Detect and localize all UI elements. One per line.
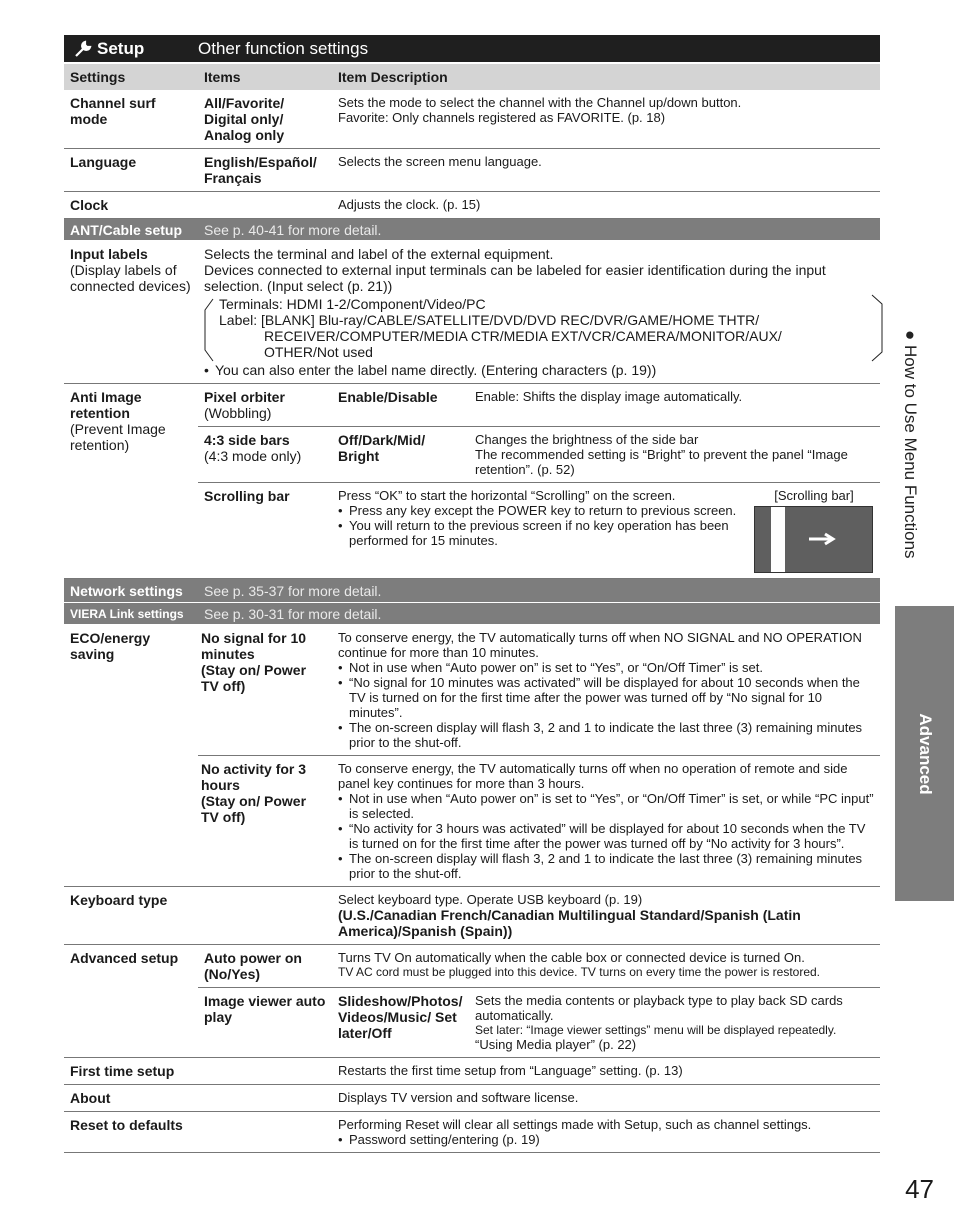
item-option: (Stay on/ Power TV off) bbox=[201, 793, 307, 825]
row-clock bbox=[64, 192, 880, 219]
item-desc: Press “OK” to start the horizontal “Scrolling” on the screen. bbox=[338, 488, 676, 503]
setting-name bbox=[64, 241, 198, 383]
sub-items bbox=[198, 945, 880, 1057]
desc-line: Selects the terminal and label of the external equipment. bbox=[204, 246, 554, 262]
bullet-item: • “No signal for 10 minutes was activated” will be displayed for about 10 seconds when the TV is turned on for the first time after the power was turned off by “No signal for 10 minutes”. bbox=[338, 675, 874, 720]
bullet-item: • Not in use when “Auto power on” is set to “Yes”, or “On/Off Timer” is set. bbox=[338, 660, 874, 675]
row-channel-surf bbox=[64, 90, 880, 149]
item-name: No activity for 3 hours bbox=[201, 761, 307, 793]
setting-desc: Adjusts the clock. (p. 15) bbox=[338, 197, 481, 212]
item-name: Image viewer auto play bbox=[204, 993, 326, 1025]
setting-name: Reset to defaults bbox=[70, 1117, 183, 1133]
setting-name: First time setup bbox=[70, 1063, 175, 1079]
setting-name: Channel surf mode bbox=[70, 95, 156, 127]
bullet-item: • The on-screen display will flash 3, 2 and 1 to indicate the last three (3) remaining minutes prior to the shut-off. bbox=[338, 720, 874, 750]
sub-row-viewer bbox=[198, 988, 880, 1057]
setting-desc: See p. 35-37 for more detail. bbox=[204, 582, 382, 599]
label-text: RECEIVER/COMPUTER/MEDIA CTR/MEDIA EXT/VCR/CAMERA/MONITOR/AUX/ bbox=[264, 328, 782, 344]
setting-name: Language bbox=[70, 154, 137, 170]
col-settings: Settings bbox=[70, 69, 126, 85]
row-language bbox=[64, 149, 880, 192]
left-bracket bbox=[204, 298, 214, 362]
desc-line: Devices connected to external input terminals can be labeled for easier identification during the input selection. (Input select (p. 21)) bbox=[204, 262, 826, 294]
item-desc: Sets the media contents or playback type to play back SD cards automatically. bbox=[475, 993, 843, 1023]
bullet-item: • “No activity for 3 hours was activated” will be displayed for about 10 seconds when the TV is turned on for the first time after the power was turned off by “No activity for 3 hours”. bbox=[338, 821, 874, 851]
sub-row-autopower bbox=[198, 945, 880, 988]
setting-desc: Select keyboard type. Operate USB keyboard (p. 19) bbox=[338, 892, 643, 907]
col-items: Items bbox=[204, 69, 241, 85]
side-tab-advanced bbox=[895, 606, 954, 901]
page-number: 47 bbox=[905, 1174, 934, 1204]
label-text: Label: [BLANK] Blu-ray/CABLE/SATELLITE/DVD/DVD REC/DVR/GAME/HOME THTR/ bbox=[219, 312, 760, 328]
scrolling-bar-image bbox=[754, 506, 873, 573]
bullet-item: • Press any key except the POWER key to return to previous screen. bbox=[338, 503, 750, 518]
label-options bbox=[204, 296, 874, 360]
row-first-time bbox=[64, 1058, 880, 1085]
setting-items: All/Favorite/ Digital only/ Analog only bbox=[204, 95, 285, 143]
item-desc: To conserve energy, the TV automatically turns off when NO SIGNAL and NO OPERATION continue for more than 10 minutes. bbox=[338, 630, 862, 660]
item-value: Enable/Disable bbox=[338, 389, 438, 405]
setting-name-title: Anti Image retention bbox=[70, 389, 142, 421]
item-desc: To conserve energy, the TV automatically turns off when no operation of remote and side panel key continues for more than 3 hours. bbox=[338, 761, 848, 791]
right-bracket bbox=[871, 294, 883, 362]
setting-name bbox=[64, 384, 198, 578]
wrench-icon bbox=[74, 40, 92, 58]
setting-items: English/Español/ Français bbox=[204, 154, 317, 186]
arrow-right-icon bbox=[807, 531, 839, 547]
sub-items bbox=[198, 625, 880, 886]
side-chapter-label bbox=[896, 330, 920, 600]
bullet-item: • Password setting/entering (p. 19) bbox=[338, 1132, 874, 1147]
desc-line: Favorite: Only channels registered as FAVORITE. (p. 18) bbox=[338, 110, 666, 125]
setting-desc bbox=[198, 241, 880, 383]
settings-table bbox=[64, 35, 880, 1153]
scroll-bar bbox=[771, 507, 785, 572]
row-network bbox=[64, 579, 880, 603]
setting-name-title: Input labels bbox=[70, 246, 148, 262]
row-advanced bbox=[64, 945, 880, 1058]
page-title: Other function settings bbox=[198, 38, 369, 58]
col-description: Item Description bbox=[338, 69, 448, 85]
setting-name: About bbox=[70, 1090, 111, 1106]
item-desc: Changes the brightness of the side bar bbox=[475, 432, 699, 447]
setting-desc: Selects the screen menu language. bbox=[338, 154, 542, 169]
row-anti-image bbox=[64, 384, 880, 579]
item-name: 4:3 side bars bbox=[204, 432, 290, 448]
bullet-item: • You can also enter the label name directly. (Entering characters (p. 19)) bbox=[204, 362, 874, 378]
sub-row-nosignal bbox=[198, 625, 880, 756]
row-ant-cable bbox=[64, 219, 880, 241]
bullet-item: • The on-screen display will flash 3, 2 and 1 to indicate the last three (3) remaining minutes prior to the shut-off. bbox=[338, 851, 874, 881]
desc-line: Sets the mode to select the channel with the Channel up/down button. bbox=[338, 95, 742, 110]
setting-name: Keyboard type bbox=[70, 892, 168, 908]
item-note: Set later: “Image viewer settings” menu will be displayed repeatedly. bbox=[475, 1023, 837, 1037]
figure-label: [Scrolling bar] bbox=[774, 488, 854, 503]
item-note: “Using Media player” (p. 22) bbox=[475, 1037, 637, 1052]
side-tab-text: Advanced bbox=[915, 712, 935, 795]
item-note: TV AC cord must be plugged into this device. TV turns on every time the power is restored. bbox=[338, 965, 821, 979]
setting-name: ECO/energy saving bbox=[70, 630, 151, 662]
item-option: (Stay on/ Power TV off) bbox=[201, 662, 307, 694]
item-sub: (Wobbling) bbox=[204, 405, 272, 421]
item-desc: Enable: Shifts the display image automatically. bbox=[475, 389, 743, 404]
terminals-text: Terminals: HDMI 1-2/Component/Video/PC bbox=[219, 296, 486, 312]
setting-desc: See p. 30-31 for more detail. bbox=[204, 605, 382, 622]
section-title: Setup bbox=[97, 38, 145, 58]
setting-desc: Restarts the first time setup from “Language” setting. (p. 13) bbox=[338, 1063, 683, 1078]
setting-name: VIERA Link settings bbox=[70, 606, 184, 621]
item-value: Off/Dark/Mid/ Bright bbox=[338, 432, 426, 464]
item-desc: Turns TV On automatically when the cable box or connected device is turned On. bbox=[338, 950, 805, 965]
item-name: Pixel orbiter bbox=[204, 389, 285, 405]
sub-row-noactivity bbox=[198, 756, 880, 886]
item-name: Scrolling bar bbox=[204, 488, 290, 504]
keyboard-options: (U.S./Canadian French/Canadian Multilingual Standard/Spanish (Latin America)/Spanish (Spain)) bbox=[338, 907, 801, 939]
title-bar bbox=[64, 35, 880, 62]
item-name: Auto power on (No/Yes) bbox=[204, 950, 302, 982]
item-name: No signal for 10 minutes bbox=[201, 630, 307, 662]
row-viera bbox=[64, 603, 880, 625]
setting-desc: Displays TV version and software license. bbox=[338, 1090, 579, 1105]
setting-name: ANT/Cable setup bbox=[70, 221, 183, 238]
setting-name: Clock bbox=[70, 197, 109, 213]
sub-row-scrolling bbox=[198, 483, 880, 578]
setting-name: Advanced setup bbox=[70, 950, 179, 966]
sub-row-sidebars bbox=[198, 427, 880, 483]
sub-items bbox=[198, 384, 880, 578]
row-input-labels bbox=[64, 241, 880, 384]
setup-section bbox=[64, 39, 198, 59]
setting-name-sub: (Prevent Image retention) bbox=[70, 421, 166, 453]
label-text: OTHER/Not used bbox=[264, 344, 373, 360]
setting-desc: See p. 40-41 for more detail. bbox=[204, 221, 382, 238]
bullet-item: • Not in use when “Auto power on” is set to “Yes”, or “On/Off Timer” is set, or while “PC input” is selected. bbox=[338, 791, 874, 821]
setting-desc bbox=[332, 90, 880, 148]
item-value: Slideshow/Photos/ Videos/Music/ Set later/Off bbox=[338, 993, 463, 1041]
column-header bbox=[64, 64, 880, 90]
sub-row-pixel bbox=[198, 384, 880, 427]
row-keyboard bbox=[64, 887, 880, 945]
bullet-item: • You will return to the previous screen if no key operation has been performed for 15 minutes. bbox=[338, 518, 750, 548]
setting-name: Network settings bbox=[70, 582, 183, 599]
setting-items bbox=[198, 192, 332, 218]
setting-desc: Performing Reset will clear all settings made with Setup, such as channel settings. bbox=[338, 1117, 812, 1132]
row-reset bbox=[64, 1112, 880, 1153]
setting-name-sub: (Display labels of connected devices) bbox=[70, 262, 191, 294]
chapter-label-text: ● How to Use Menu Functions bbox=[901, 330, 920, 559]
row-eco bbox=[64, 625, 880, 887]
scrolling-figure bbox=[750, 488, 874, 573]
item-desc: The recommended setting is “Bright” to prevent the panel “Image retention”. (p. 52) bbox=[475, 447, 848, 477]
row-about bbox=[64, 1085, 880, 1112]
item-sub: (4:3 mode only) bbox=[204, 448, 302, 464]
